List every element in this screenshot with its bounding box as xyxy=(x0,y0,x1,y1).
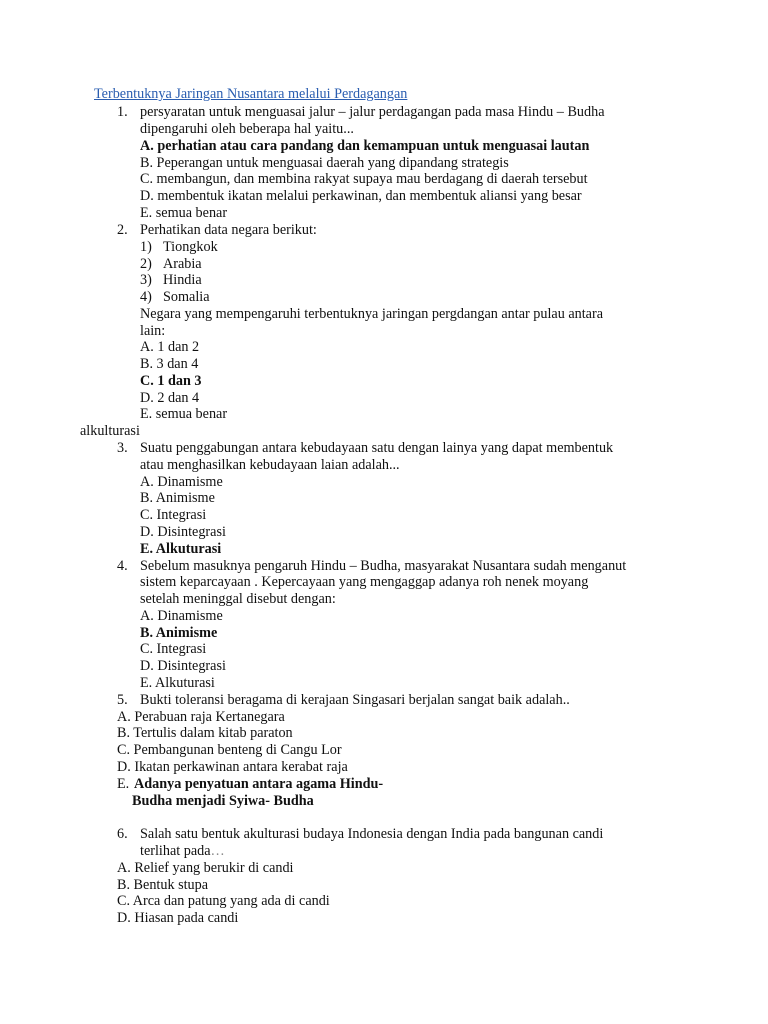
q3-stem-line2: atau menghasilkan kebudayaan laian adalah... xyxy=(140,457,400,473)
q5-option-c: C. Pembangunan benteng di Cangu Lor xyxy=(117,742,342,758)
q5-option-a: A. Perabuan raja Kertanegara xyxy=(117,709,285,725)
q6-option-b: B. Bentuk stupa xyxy=(117,877,209,893)
q4-option-a: A. Dinamisme xyxy=(140,608,223,624)
q5-option-b: B. Tertulis dalam kitab paraton xyxy=(117,725,293,741)
q2-list-item-1: Tiongkok xyxy=(163,239,218,255)
q2-list-item-2: Arabia xyxy=(163,256,202,272)
q2-ask-line2: lain: xyxy=(140,323,166,339)
q2-option-d: D. 2 dan 4 xyxy=(140,390,200,406)
q4-number: 4. xyxy=(117,558,128,574)
q4-option-c: C. Integrasi xyxy=(140,641,207,657)
q2-list-num-3: 3) xyxy=(140,272,152,288)
q2-ask-line1: Negara yang mempengaruhi terbentuknya jaringan pergdangan antar pulau antara xyxy=(140,306,603,322)
q5-option-d: D. Ikatan perkawinan antara kerabat raja xyxy=(117,759,348,775)
q3-option-d: D. Disintegrasi xyxy=(140,524,226,540)
q6-stem-line1: Salah satu bentuk akulturasi budaya Indonesia dengan India pada bangunan candi xyxy=(140,826,604,842)
q3-number: 3. xyxy=(117,440,128,456)
q4-option-d: D. Disintegrasi xyxy=(140,658,226,674)
q5-option-e-answer-line1: Adanya penyatuan antara agama Hindu- xyxy=(134,776,384,792)
q4-option-e: E. Alkuturasi xyxy=(140,675,215,691)
q2-list-num-4: 4) xyxy=(140,289,152,305)
q2-option-c-answer: C. 1 dan 3 xyxy=(140,373,202,389)
q2-option-b: B. 3 dan 4 xyxy=(140,356,199,372)
q1-option-b: B. Peperangan untuk menguasai daerah yang dipandang strategis xyxy=(140,155,509,171)
section-heading: alkulturasi xyxy=(80,423,140,439)
q5-stem: Bukti toleransi beragama di kerajaan Singasari berjalan sangat baik adalah.. xyxy=(140,692,570,708)
q4-stem-line3: setelah meninggal disebut dengan: xyxy=(140,591,336,607)
q4-stem-line1: Sebelum masuknya pengaruh Hindu – Budha, masyarakat Nusantara sudah menganut xyxy=(140,558,627,574)
q3-option-e-answer: E. Alkuturasi xyxy=(140,541,222,557)
q1-option-d: D. membentuk ikatan melalui perkawinan, dan membentuk aliansi yang besar xyxy=(140,188,582,204)
q2-option-e: E. semua benar xyxy=(140,406,228,422)
q2-option-a: A. 1 dan 2 xyxy=(140,339,200,355)
q6-stem-text: terlihat pada xyxy=(140,843,211,859)
q1-option-c: C. membangun, dan membina rakyat supaya mau berdagang di daerah tersebut xyxy=(140,171,588,187)
q2-list-item-4: Somalia xyxy=(163,289,210,305)
document-title-link[interactable]: Terbentuknya Jaringan Nusantara melalui Perdagangan xyxy=(94,86,408,102)
q2-list-num-2: 2) xyxy=(140,256,152,272)
q3-option-a: A. Dinamisme xyxy=(140,474,223,490)
q2-number: 2. xyxy=(117,222,128,238)
q6-stem-ellipsis: … xyxy=(210,843,225,859)
q4-stem-line2: sistem keparcayaan . Kepercayaan yang mengaggap adanya roh nenek moyang xyxy=(140,574,589,590)
q1-stem-line2: dipengaruhi oleh beberapa hal yaitu... xyxy=(140,121,354,137)
q1-stem-line1: persyaratan untuk menguasai jalur – jalur perdagangan pada masa Hindu – Budha xyxy=(140,104,605,120)
q5-number: 5. xyxy=(117,692,128,708)
q4-option-b-answer: B. Animisme xyxy=(140,625,218,641)
q6-number: 6. xyxy=(117,826,128,842)
q1-option-e: E. semua benar xyxy=(140,205,228,221)
q6-option-a: A. Relief yang berukir di candi xyxy=(117,860,294,876)
q2-list-item-3: Hindia xyxy=(163,272,202,288)
q5-option-e-answer-line2: Budha menjadi Syiwa- Budha xyxy=(132,793,314,809)
q1-option-a-answer: A. perhatian atau cara pandang dan kemampuan untuk menguasai lautan xyxy=(140,138,590,154)
q6-option-d: D. Hiasan pada candi xyxy=(117,910,239,926)
q2-stem: Perhatikan data negara berikut: xyxy=(140,222,317,238)
q3-stem-line1: Suatu penggabungan antara kebudayaan satu dengan lainya yang dapat membentuk xyxy=(140,440,614,456)
q5-option-e-label: E. xyxy=(117,776,130,792)
q6-option-c: C. Arca dan patung yang ada di candi xyxy=(117,893,330,909)
q2-list-num-1: 1) xyxy=(140,239,152,255)
q1-number: 1. xyxy=(117,104,128,120)
q3-option-b: B. Animisme xyxy=(140,490,215,506)
q6-stem-line2 xyxy=(140,843,225,860)
q3-option-c: C. Integrasi xyxy=(140,507,207,523)
